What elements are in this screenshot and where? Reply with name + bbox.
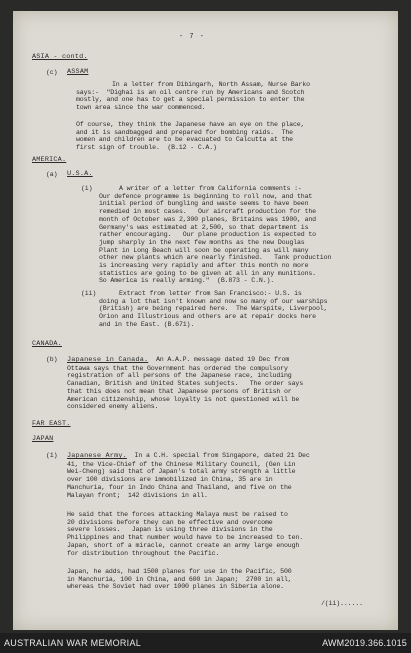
japan-paragraph-1 <box>67 452 310 499</box>
archive-footer <box>0 633 411 653</box>
assam-paragraph-2: Of course, they think the Japanese have an eye on the place, and it is sandbagged and prepared for bombing raids. The women and children are to be evacuated to Calcutta at the first sign of trouble. (B.12 - C.A.) <box>76 121 305 152</box>
document-page <box>13 11 398 630</box>
item-label-a: (a) <box>46 171 58 178</box>
heading-usa: U.S.A. <box>67 170 93 178</box>
heading-japan: JAPAN <box>32 435 54 443</box>
usa-letter-san-francisco <box>99 290 327 329</box>
continuation-marker: /(ii)...... <box>321 600 363 607</box>
usa-letter-california-text: A writer of a letter from California comments :- Our defence programme is beginning to roll now, and that initial period of bungling and waste seems to have been remedied in most cases. Our aircraft production for the month of October was 2,300 planes, Britains was 1900, and Germany's was estimated at 2,500, so that department is rather encouraging. Our plane production is expected to jump sharply in the next few months as the new Douglas Plant in Long Beach will soon be operating as will many other new plants which are nearly finished. Tank production is increasing very rapidly and after this month no more statistics are going to be given at all in any munitions. So America is really arming." (B.873 - C.N.). <box>99 185 332 285</box>
heading-america: AMERICA. <box>32 156 67 164</box>
heading-far-east: FAR EAST. <box>32 420 71 428</box>
japan-paragraph-2: He said that the forces attacking Malaya must be raised to 20 divisions before they can be effective and overcome severe losses. Japan is using three divisions in the Philippines and that number would have to be increased to ten. Japan, short of a miracle, cannot create an army large enough for distribution throughout the Pacific. <box>67 511 304 557</box>
item-label-1: (1) <box>46 452 58 459</box>
heading-assam: ASSAM <box>67 68 89 76</box>
footer-accession-number: AWM2019.366.1015 <box>322 638 407 648</box>
usa-letter-california <box>99 185 394 285</box>
item-label-b: (b) <box>46 356 58 363</box>
assam-paragraph-1 <box>76 81 310 112</box>
footer-institution: AUSTRALIAN WAR MEMORIAL <box>4 638 142 648</box>
heading-canada: CANADA. <box>32 340 62 348</box>
japanese-army-subheading: Japanese Army. <box>67 452 127 460</box>
item-label-ii: (ii) <box>81 290 97 297</box>
japan-paragraph-3: Japan, he adds, had 1500 planes for use in the Pacific, 500 in Manchuria, 100 in China, and 600 in Japan; 2700 in all, whereas the Soviet had over 1000 planes in Siberia alone. <box>67 568 292 591</box>
canada-paragraph-text: An A.A.P. message dated 19 Dec from Ottawa says that the Government has ordered the compulsory registration of all persons of the Japanese race, including Canadian, British and United States subjects. The order says that this does not mean that Japanese persons of British or American citizenship, whose loyalty is not questioned will be considered enemy aliens. <box>67 356 304 411</box>
canada-subheading: Japanese in Canada. <box>67 356 149 364</box>
item-label-i: (i) <box>81 185 93 192</box>
heading-asia-contd: ASIA - contd. <box>32 53 88 61</box>
item-label-c: (c) <box>46 69 58 76</box>
canada-paragraph <box>67 356 303 411</box>
usa-letter-san-francisco-text: Extract from letter from San Francisco:- U.S. is doing a lot that isn't known and now so many of our warships (British) are being repaired here. The Warspite, Liverpool, Orion and Illustrious and others are at repair docks here and in the East. (B.671). <box>99 290 328 328</box>
japan-paragraph-1-text: In a C.H. special from Singapore, dated 21 Dec 41, the Vice-Chief of the Chinese Military Council, (Gen Lin Wei-Cheng) said that of Japan's total army strength a little over 100 divisions are immobilized in China, 35 are in Manchuria, four in Indo China and Thailand, and five on the Malayan front; 142 divisions in all. <box>67 452 310 499</box>
page-number: - 7 - <box>179 33 206 41</box>
assam-paragraph-1-text: In a letter from Dibingarh, North Assam, Nurse Barko says:- "Dighai is an oil centre run by Americans and Scotch mostly, and one has to get a special permission to enter the town area since the war commenced. <box>76 81 310 112</box>
